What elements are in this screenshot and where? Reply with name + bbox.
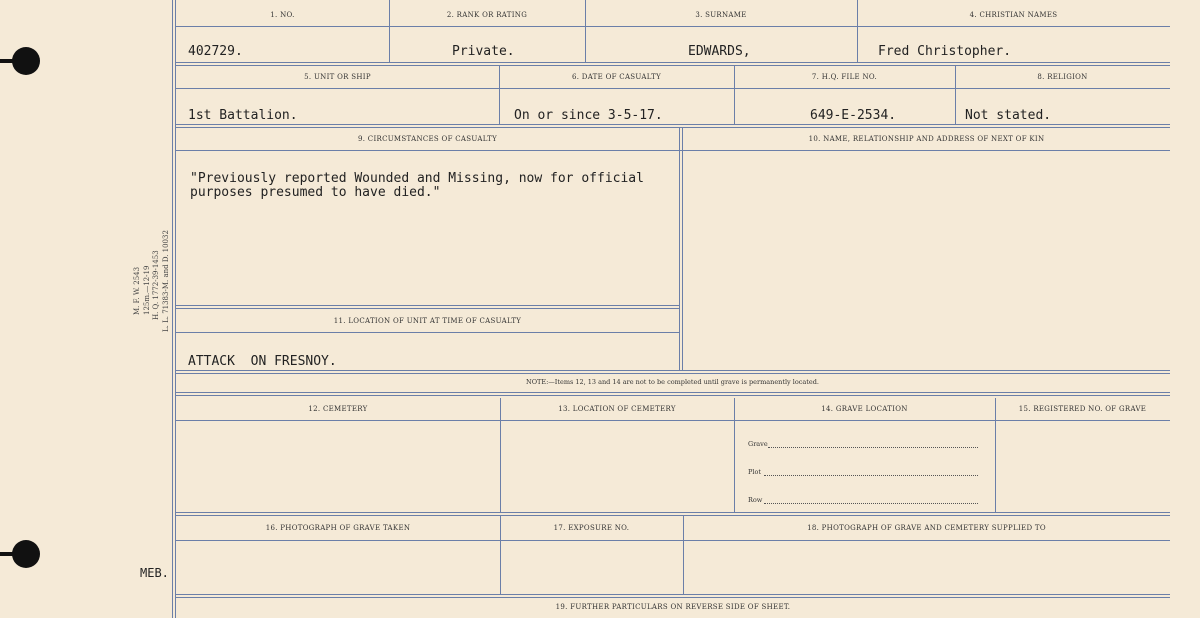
value-circ-line2: purposes presumed to have died." [190,185,441,200]
header-christian: 4. CHRISTIAN NAMES [969,11,1058,19]
header-circ: 9. CIRCUMSTANCES OF CASUALTY [357,135,497,143]
header-exposure: 17. EXPOSURE NO. [553,524,630,532]
punch-hole-bottom [12,540,40,568]
header-unit: 5. UNIT OR SHIP [304,73,371,81]
header-cemetery: 12. CEMETERY [308,405,368,413]
side-stamp-1: M. F. W. 2543 [133,266,141,315]
row1-header-rule [176,26,1170,27]
value-no: 402729. [188,44,243,59]
punch-hole-top [12,47,40,75]
row4-bottom-rule [176,512,1170,516]
header-kin: 10. NAME, RELATIONSHIP AND ADDRESS OF NEXT OF KIN [808,135,1045,143]
header-further: 19. FURTHER PARTICULARS ON REVERSE SIDE OF SHEET. [555,603,791,611]
side-stamp-3: H. Q. 1772-39-1453 [152,250,160,320]
header-hq: 7. H.Q. FILE NO. [811,73,878,81]
header-rank: 2. RANK OR RATING [446,11,528,19]
value-christian: Fred Christopher. [878,44,1012,59]
value-circ-line1: "Previously reported Wounded and Missing, now for official [190,171,644,186]
header-religion: 8. RELIGION [1037,73,1088,81]
header-photo-supplied: 18. PHOTOGRAPH OF GRAVE AND CEMETERY SUPPLIED TO [807,524,1046,532]
side-stamp-2: 125m.—12-19 [143,265,151,315]
row5-bottom-rule [176,594,1170,598]
header-reg-no: 15. REGISTERED NO. OF GRAVE [1018,405,1147,413]
circ-kin-divider [679,128,683,370]
value-religion: Not stated. [965,108,1052,123]
row-field-label: Row [748,496,763,504]
clerk-initials: MEB. [140,566,169,580]
completion-note: NOTE:—Items 12, 13 and 14 are not to be completed until grave is permanently located. [526,378,819,386]
header-no: 1. NO. [270,11,295,19]
grave-field-label: Grave [748,440,768,448]
header-loc-cem: 13. LOCATION OF CEMETERY [558,405,676,413]
header-photo: 16. PHOTOGRAPH OF GRAVE TAKEN [265,524,411,532]
value-location: ATTACK ON FRESNOY. [188,354,337,369]
value-unit: 1st Battalion. [188,108,298,123]
value-hq: 649-E-2534. [810,108,897,123]
header-date: 6. DATE OF CASUALTY [571,73,662,81]
header-location: 11. LOCATION OF UNIT AT TIME OF CASUALTY [333,317,522,325]
side-stamp-4: L. L. 71383-M. and D. 10032 [162,230,170,332]
value-date: On or since 3-5-17. [514,108,663,123]
header-grave-loc: 14. GRAVE LOCATION [821,405,908,413]
plot-field-label: Plot [748,468,761,476]
value-rank: Private. [452,44,515,59]
header-surname: 3. SURNAME [695,11,747,19]
row1-bottom-rule [176,62,1170,66]
row2-bottom-rule [176,124,1170,128]
value-surname: EDWARDS, [688,44,751,59]
